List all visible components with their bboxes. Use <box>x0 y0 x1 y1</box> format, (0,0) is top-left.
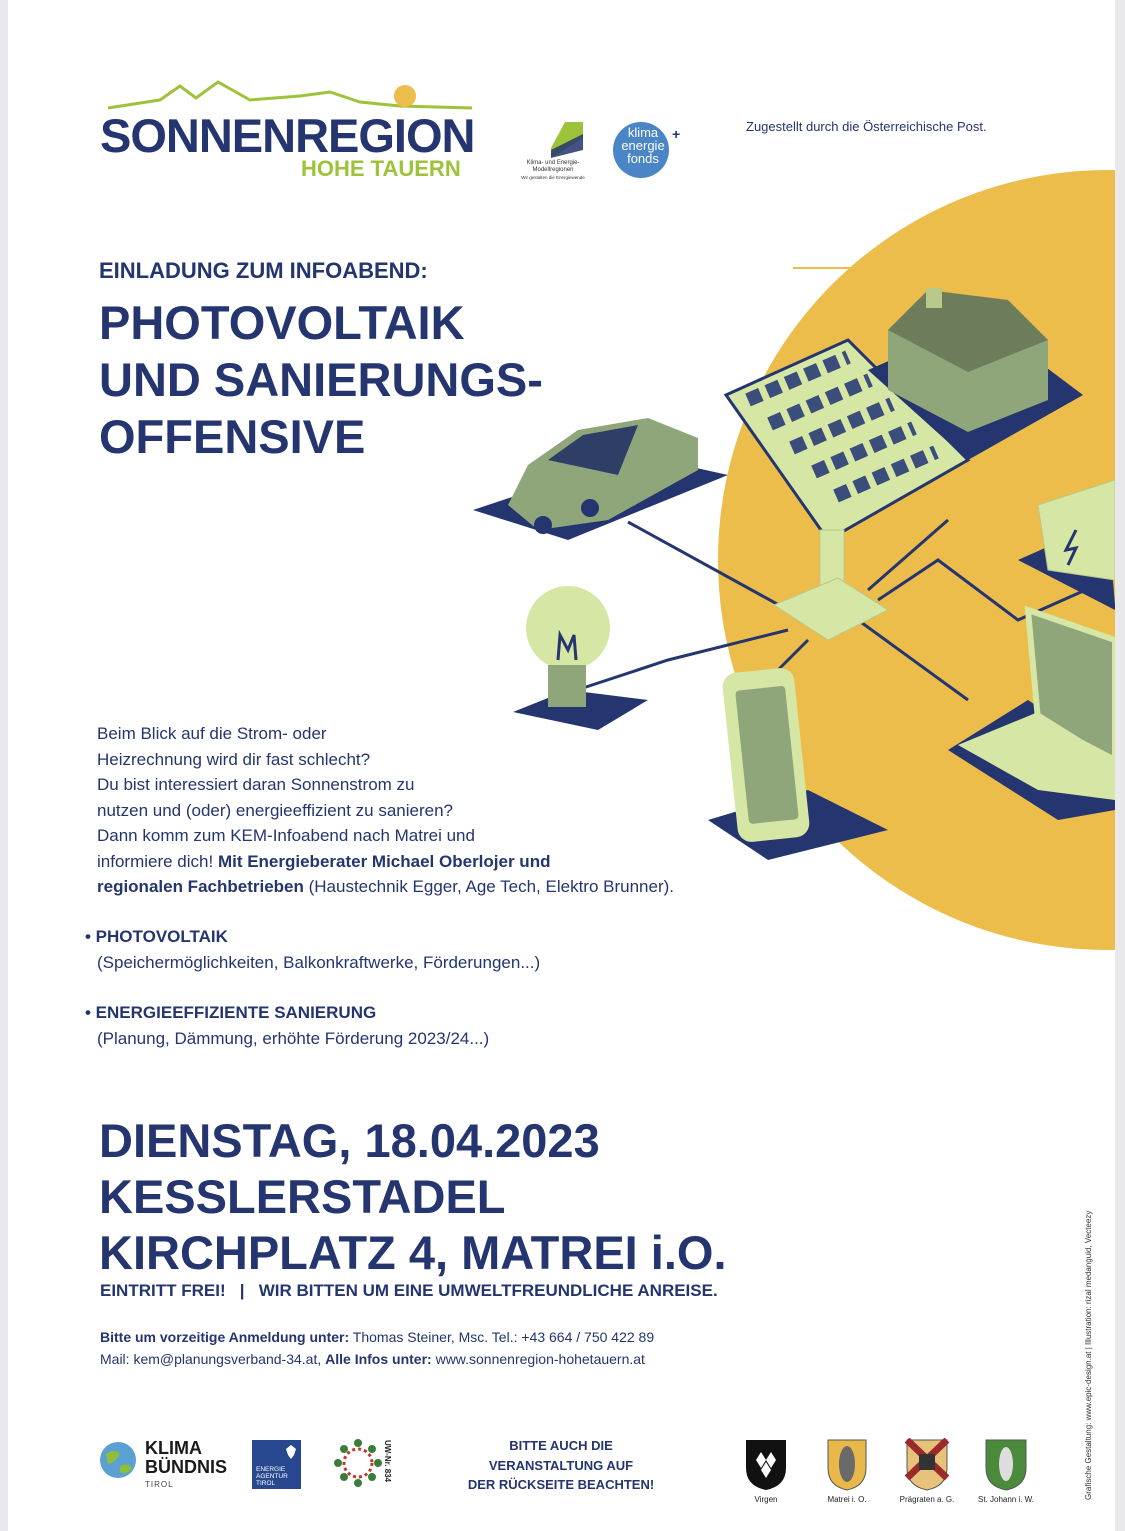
topic-sanierung: • ENERGIEEFFIZIENTE SANIERUNG (Planung, Dämmung, erhöhte Förderung 2023/24...) <box>85 1003 490 1048</box>
email-link[interactable]: kem@planungsverband-34.at, <box>129 1351 326 1367</box>
klima-buendnis-tirol: TIROL <box>145 1480 174 1489</box>
eagle-icon <box>284 1443 298 1461</box>
event-date: DIENSTAG, 18.04.2023 <box>99 1114 600 1167</box>
car-icon <box>473 418 728 540</box>
intro-line: Heizrechnung wird dir fast schlecht? <box>97 749 371 769</box>
design-credit: Grafische Gestaltung: www.epic-design.at | Illustration: rizal medanguid, Vecteezy <box>1084 1210 1093 1500</box>
crest-label-matrei: Matrei i. O. <box>827 1495 867 1504</box>
logo-subtitle: HOHE TAUERN <box>301 156 461 181</box>
umweltzeichen-icon <box>333 1438 383 1488</box>
crest-label-praegraten: Prägraten a. G. <box>899 1495 955 1504</box>
kem-caption: Klima- und Energie-Modellregionen Wir gestalten die Energiewende <box>521 160 585 180</box>
klima-buendnis-logo: KLIMA BÜNDNIS <box>145 1438 228 1477</box>
kef-logo-text: klima energie fonds <box>621 125 665 166</box>
crest-label-virgen: Virgen <box>754 1495 778 1504</box>
battery-icon <box>1018 480 1115 610</box>
globe-icon <box>98 1440 138 1480</box>
laptop-icon <box>948 610 1115 820</box>
kef-plus: + <box>672 126 681 142</box>
contact-info: Bitte um vorzeitige Anmeldung unter: Thomas Steiner, Msc. Tel.: +43 664 / 750 422 89 Mail: kem@planungsverband-34.at, Alle Infos unter: www.sonnenregion-hohetauern.at <box>100 1329 655 1367</box>
crest-label-st-johann: St. Johann i. W. <box>977 1495 1035 1504</box>
virgen-crest-icon <box>744 1438 788 1492</box>
intro-line: Du bist interessiert daran Sonnenstrom zu <box>97 775 415 794</box>
intro-line: nutzen und (oder) energieeffizient zu sanieren? <box>97 800 453 820</box>
st-johann-crest-icon <box>984 1438 1028 1492</box>
light-bulb-icon <box>513 586 648 730</box>
energie-agentur-text: ENERGIE AGENTUR TIROL <box>256 1466 288 1487</box>
entry-note: EINTRITT FREI! | WIR BITTEN UM EINE UMWELTFREUNDLICHE ANREISE. <box>100 1281 718 1300</box>
post-notice: Zugestellt durch die Österreichische Post. <box>746 119 987 134</box>
headline-line-3: OFFENSIVE <box>99 410 366 463</box>
matrei-crest-icon <box>826 1438 868 1492</box>
topic-photovoltaik: • PHOTOVOLTAIK (Speichermöglichkeiten, Balkonkraftwerke, Förderungen...) <box>85 927 541 972</box>
event-details <box>99 1113 727 1281</box>
headline-line-1: PHOTOVOLTAIK <box>99 296 465 349</box>
intro-line: informiere dich! Mit Energieberater Michael Oberlojer und <box>97 851 551 871</box>
event-address: KIRCHPLATZ 4, MATREI i.O. <box>99 1226 727 1279</box>
intro-line: Beim Blick auf die Strom- oder <box>97 724 327 743</box>
praegraten-crest-icon <box>905 1438 949 1492</box>
intro-text <box>97 721 777 900</box>
website-link[interactable]: www.sonnenregion-hohetauern.at <box>431 1351 645 1367</box>
logo-title: SONNENREGION <box>100 109 475 162</box>
event-venue: KESSLERSTADEL <box>99 1170 506 1223</box>
headline-line-2: UND SANIERUNGS- <box>99 353 543 406</box>
rueckseite-note: BITTE AUCH DIE VERANSTALTUNG AUF DER RÜCKSEITE BEACHTEN! <box>467 1438 655 1492</box>
invite-heading: EINLADUNG ZUM INFOABEND: <box>99 258 428 283</box>
intro-line: Dann komm zum KEM-Infoabend nach Matrei und <box>97 826 475 845</box>
intro-line: regionalen Fachbetrieben (Haustechnik Egger, Age Tech, Elektro Brunner). <box>97 877 674 896</box>
uw-number: UW-Nr. 834 <box>383 1440 392 1483</box>
flyer-page <box>8 0 1115 1531</box>
